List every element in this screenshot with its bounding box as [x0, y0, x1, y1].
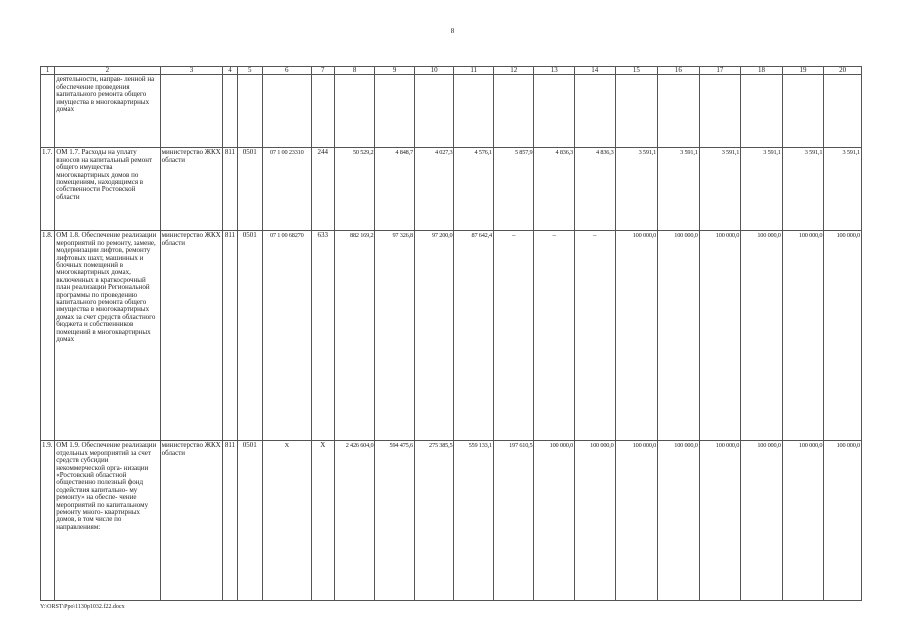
row-value: 100 000,0 — [741, 441, 783, 601]
row-target-article — [262, 75, 311, 148]
row-name: деятельности, направ- ленной на обеспечение проведения капитального ремонта общего имущества в многоквартирных домах — [55, 75, 160, 148]
row-responsible: министерство ЖКХ области — [160, 231, 223, 441]
budget-table — [40, 66, 862, 601]
row-value: 100 000,0 — [615, 231, 658, 441]
row-value — [493, 75, 534, 148]
row-target-article: 07 1 00 68270 — [262, 231, 311, 441]
row-value: 4 836,3 — [575, 148, 616, 231]
row-expense-type: 633 — [311, 231, 334, 441]
row-value: 5 857,9 — [493, 148, 534, 231]
table-row — [41, 231, 862, 441]
row-value — [375, 75, 415, 148]
column-number-17: 17 — [699, 67, 741, 75]
column-number-10: 10 — [414, 67, 454, 75]
row-value: 3 591,1 — [741, 148, 783, 231]
column-number-13: 13 — [534, 67, 575, 75]
row-grbs-code: 811 — [223, 148, 237, 231]
row-value — [615, 75, 658, 148]
row-value: 97 326,8 — [375, 231, 415, 441]
row-value: 100 000,0 — [741, 231, 783, 441]
row-value — [454, 75, 494, 148]
row-value: 2 426 604,0 — [334, 441, 375, 601]
row-number: 1.9. — [41, 441, 55, 601]
row-name: ОМ 1.7. Расходы на уплату взносов на капитальный ремонт общего имущества многоквартирных домов по помещениям, находящимся в собственности Ростовской области — [55, 148, 160, 231]
row-value: 3 591,1 — [615, 148, 658, 231]
column-number-15: 15 — [615, 67, 658, 75]
row-value: 100 000,0 — [575, 441, 616, 601]
row-value: 100 000,0 — [782, 441, 824, 601]
column-number-8: 8 — [334, 67, 375, 75]
row-grbs-code — [223, 75, 237, 148]
row-section-code: 0501 — [237, 148, 262, 231]
row-target-article: 07 1 00 23310 — [262, 148, 311, 231]
row-section-code — [237, 75, 262, 148]
column-number-3: 3 — [160, 67, 223, 75]
header-row — [41, 67, 862, 75]
row-value — [658, 75, 700, 148]
column-number-16: 16 — [658, 67, 700, 75]
row-grbs-code: 811 — [223, 231, 237, 441]
column-number-9: 9 — [375, 67, 415, 75]
row-expense-type: 244 — [311, 148, 334, 231]
column-number-19: 19 — [782, 67, 824, 75]
row-number: 1.7. — [41, 148, 55, 231]
row-value: 100 000,0 — [824, 231, 862, 441]
row-number: 1.8. — [41, 231, 55, 441]
column-number-7: 7 — [311, 67, 334, 75]
column-number-2: 2 — [55, 67, 160, 75]
row-value — [824, 75, 862, 148]
table-row — [41, 441, 862, 601]
table-row — [41, 148, 862, 231]
row-value — [741, 75, 783, 148]
row-value: 100 000,0 — [615, 441, 658, 601]
column-number-5: 5 — [237, 67, 262, 75]
row-value: 4 836,3 — [534, 148, 575, 231]
row-value: 3 591,1 — [658, 148, 700, 231]
row-value — [575, 75, 616, 148]
row-value: 100 000,0 — [699, 231, 741, 441]
row-number — [41, 75, 55, 148]
column-number-12: 12 — [493, 67, 534, 75]
row-section-code: 0501 — [237, 231, 262, 441]
row-value: 97 200,0 — [414, 231, 454, 441]
table-row — [41, 75, 862, 148]
column-number-4: 4 — [223, 67, 237, 75]
row-expense-type — [311, 75, 334, 148]
column-number-14: 14 — [575, 67, 616, 75]
row-responsible: министерство ЖКХ области — [160, 148, 223, 231]
row-value: 100 000,0 — [534, 441, 575, 601]
row-value: 3 591,1 — [824, 148, 862, 231]
row-value: 50 529,2 — [334, 148, 375, 231]
row-value: – — [534, 231, 575, 441]
page-number: 8 — [450, 27, 455, 35]
file-path-footer: Y:\ORST\Ppo\1130p1032.f22.docx — [40, 604, 125, 610]
row-value: 559 133,1 — [454, 441, 494, 601]
row-value: 882 169,2 — [334, 231, 375, 441]
row-value: 100 000,0 — [782, 231, 824, 441]
row-value: 100 000,0 — [699, 441, 741, 601]
row-name: ОМ 1.8. Обеспечение реализации мероприятий по ремонту, замене, модернизации лифтов, ремонту лифтовых шахт, машинных и блочных помещений в многоквартирных домах, включенных в краткосрочный план реализации Региональной программы по проведению капитального ремонта общего имущества в многоквартирных домах за счет средств областного бюджета и собственников помещений в многоквартирных домах — [55, 231, 160, 441]
row-value: 594 475,6 — [375, 441, 415, 601]
row-value: 100 000,0 — [824, 441, 862, 601]
row-value: 3 591,1 — [699, 148, 741, 231]
row-responsible — [160, 75, 223, 148]
row-value — [534, 75, 575, 148]
row-value: 87 642,4 — [454, 231, 494, 441]
row-value: 3 591,1 — [782, 148, 824, 231]
column-number-18: 18 — [741, 67, 783, 75]
row-grbs-code: 811 — [223, 441, 237, 601]
row-value — [699, 75, 741, 148]
column-number-6: 6 — [262, 67, 311, 75]
row-name: ОМ 1.9. Обеспечение реализации отдельных мероприятий за счет средств субсидии некоммерческой орга- низации «Ростовский областной общественно полезный фонд содействия капитально- му ремонту» на обеспе- чение мероприятий по капитальному ремонту много- квартирных домов, в том числе по направлениям: — [55, 441, 160, 601]
row-value: – — [493, 231, 534, 441]
row-value: 100 000,0 — [658, 441, 700, 601]
row-responsible: министерство ЖКХ области — [160, 441, 223, 601]
column-number-20: 20 — [824, 67, 862, 75]
row-value: 4 848,7 — [375, 148, 415, 231]
row-expense-type: Х — [311, 441, 334, 601]
row-value — [414, 75, 454, 148]
row-value — [334, 75, 375, 148]
row-value: 4 576,1 — [454, 148, 494, 231]
row-value — [782, 75, 824, 148]
row-value: 4 027,3 — [414, 148, 454, 231]
row-value: 275 385,5 — [414, 441, 454, 601]
row-value: – — [575, 231, 616, 441]
column-number-11: 11 — [454, 67, 494, 75]
column-number-1: 1 — [41, 67, 55, 75]
row-value: 100 000,0 — [658, 231, 700, 441]
row-target-article: Х — [262, 441, 311, 601]
row-value: 197 610,5 — [493, 441, 534, 601]
row-section-code: 0501 — [237, 441, 262, 601]
